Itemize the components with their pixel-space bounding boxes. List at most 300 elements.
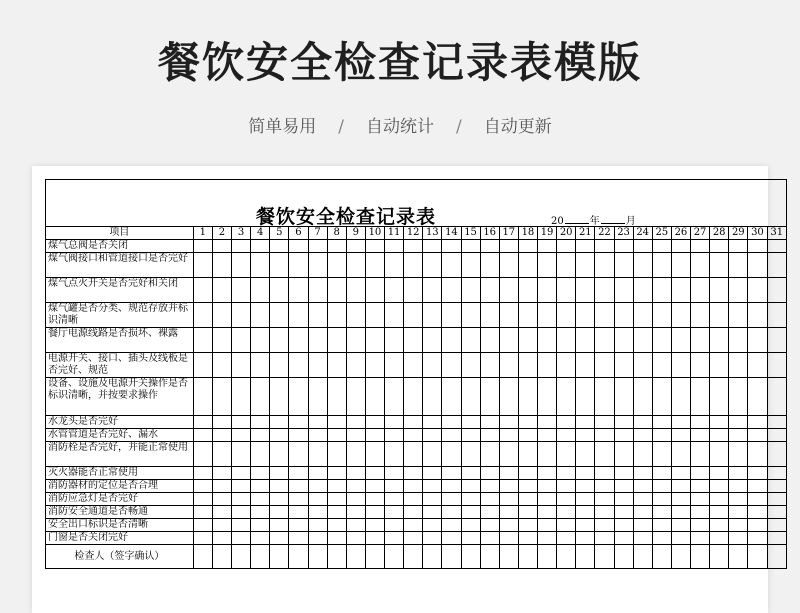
check-cell[interactable] (595, 328, 614, 353)
check-cell[interactable] (518, 467, 537, 480)
check-cell[interactable] (346, 493, 365, 506)
check-cell[interactable] (442, 493, 461, 506)
check-cell[interactable] (671, 493, 690, 506)
check-cell[interactable] (289, 506, 308, 519)
check-cell[interactable] (748, 278, 767, 303)
signature-cell[interactable] (748, 545, 767, 569)
check-cell[interactable] (423, 278, 442, 303)
check-cell[interactable] (499, 240, 518, 253)
check-cell[interactable] (633, 480, 652, 493)
check-cell[interactable] (442, 429, 461, 442)
check-cell[interactable] (308, 353, 327, 378)
check-cell[interactable] (499, 442, 518, 467)
check-cell[interactable] (691, 353, 710, 378)
check-cell[interactable] (729, 328, 748, 353)
check-cell[interactable] (327, 429, 346, 442)
check-cell[interactable] (729, 278, 748, 303)
check-cell[interactable] (193, 506, 212, 519)
check-cell[interactable] (365, 303, 384, 328)
check-cell[interactable] (346, 519, 365, 532)
check-cell[interactable] (480, 278, 499, 303)
check-cell[interactable] (614, 480, 633, 493)
check-cell[interactable] (270, 532, 289, 545)
signature-cell[interactable] (576, 545, 595, 569)
check-cell[interactable] (748, 240, 767, 253)
check-cell[interactable] (576, 353, 595, 378)
check-cell[interactable] (289, 240, 308, 253)
check-cell[interactable] (423, 493, 442, 506)
check-cell[interactable] (193, 328, 212, 353)
check-cell[interactable] (518, 253, 537, 278)
check-cell[interactable] (538, 303, 557, 328)
signature-cell[interactable] (633, 545, 652, 569)
check-cell[interactable] (404, 442, 423, 467)
check-cell[interactable] (652, 378, 671, 416)
check-cell[interactable] (423, 506, 442, 519)
check-cell[interactable] (193, 303, 212, 328)
check-cell[interactable] (385, 442, 404, 467)
check-cell[interactable] (691, 328, 710, 353)
check-cell[interactable] (193, 429, 212, 442)
check-cell[interactable] (270, 416, 289, 429)
check-cell[interactable] (748, 378, 767, 416)
check-cell[interactable] (729, 240, 748, 253)
check-cell[interactable] (671, 442, 690, 467)
check-cell[interactable] (346, 480, 365, 493)
check-cell[interactable] (308, 519, 327, 532)
check-cell[interactable] (232, 519, 251, 532)
check-cell[interactable] (193, 278, 212, 303)
check-cell[interactable] (308, 278, 327, 303)
check-cell[interactable] (365, 278, 384, 303)
check-cell[interactable] (251, 467, 270, 480)
check-cell[interactable] (442, 353, 461, 378)
check-cell[interactable] (691, 506, 710, 519)
check-cell[interactable] (595, 493, 614, 506)
signature-cell[interactable] (404, 545, 423, 569)
check-cell[interactable] (442, 480, 461, 493)
check-cell[interactable] (710, 532, 729, 545)
check-cell[interactable] (251, 506, 270, 519)
check-cell[interactable] (270, 519, 289, 532)
signature-cell[interactable] (499, 545, 518, 569)
check-cell[interactable] (385, 416, 404, 429)
check-cell[interactable] (748, 480, 767, 493)
check-cell[interactable] (691, 493, 710, 506)
check-cell[interactable] (385, 353, 404, 378)
check-cell[interactable] (633, 519, 652, 532)
check-cell[interactable] (576, 378, 595, 416)
signature-cell[interactable] (193, 545, 212, 569)
check-cell[interactable] (212, 532, 231, 545)
check-cell[interactable] (652, 353, 671, 378)
check-cell[interactable] (691, 519, 710, 532)
check-cell[interactable] (499, 303, 518, 328)
check-cell[interactable] (671, 240, 690, 253)
check-cell[interactable] (327, 240, 346, 253)
check-cell[interactable] (518, 506, 537, 519)
check-cell[interactable] (346, 378, 365, 416)
check-cell[interactable] (480, 303, 499, 328)
check-cell[interactable] (212, 416, 231, 429)
check-cell[interactable] (614, 467, 633, 480)
check-cell[interactable] (499, 519, 518, 532)
check-cell[interactable] (385, 480, 404, 493)
check-cell[interactable] (595, 442, 614, 467)
check-cell[interactable] (404, 493, 423, 506)
check-cell[interactable] (289, 278, 308, 303)
check-cell[interactable] (767, 353, 787, 378)
check-cell[interactable] (327, 278, 346, 303)
check-cell[interactable] (404, 429, 423, 442)
check-cell[interactable] (442, 253, 461, 278)
check-cell[interactable] (404, 467, 423, 480)
check-cell[interactable] (365, 506, 384, 519)
check-cell[interactable] (652, 506, 671, 519)
check-cell[interactable] (538, 519, 557, 532)
check-cell[interactable] (595, 480, 614, 493)
check-cell[interactable] (423, 253, 442, 278)
check-cell[interactable] (423, 378, 442, 416)
check-cell[interactable] (270, 278, 289, 303)
check-cell[interactable] (442, 442, 461, 467)
check-cell[interactable] (365, 467, 384, 480)
check-cell[interactable] (385, 278, 404, 303)
check-cell[interactable] (557, 416, 576, 429)
check-cell[interactable] (193, 493, 212, 506)
check-cell[interactable] (442, 532, 461, 545)
check-cell[interactable] (710, 328, 729, 353)
check-cell[interactable] (461, 303, 480, 328)
signature-cell[interactable] (270, 545, 289, 569)
check-cell[interactable] (710, 278, 729, 303)
check-cell[interactable] (518, 442, 537, 467)
check-cell[interactable] (327, 519, 346, 532)
check-cell[interactable] (404, 303, 423, 328)
check-cell[interactable] (289, 519, 308, 532)
signature-cell[interactable] (557, 545, 576, 569)
check-cell[interactable] (652, 429, 671, 442)
check-cell[interactable] (518, 480, 537, 493)
check-cell[interactable] (193, 480, 212, 493)
check-cell[interactable] (442, 519, 461, 532)
check-cell[interactable] (480, 442, 499, 467)
check-cell[interactable] (461, 519, 480, 532)
check-cell[interactable] (767, 519, 787, 532)
check-cell[interactable] (767, 328, 787, 353)
check-cell[interactable] (671, 532, 690, 545)
check-cell[interactable] (767, 532, 787, 545)
signature-cell[interactable] (365, 545, 384, 569)
check-cell[interactable] (480, 253, 499, 278)
check-cell[interactable] (633, 416, 652, 429)
check-cell[interactable] (538, 467, 557, 480)
check-cell[interactable] (212, 378, 231, 416)
check-cell[interactable] (327, 328, 346, 353)
check-cell[interactable] (538, 278, 557, 303)
check-cell[interactable] (270, 353, 289, 378)
check-cell[interactable] (365, 442, 384, 467)
check-cell[interactable] (404, 353, 423, 378)
check-cell[interactable] (518, 429, 537, 442)
check-cell[interactable] (232, 532, 251, 545)
check-cell[interactable] (193, 353, 212, 378)
check-cell[interactable] (423, 532, 442, 545)
check-cell[interactable] (576, 532, 595, 545)
check-cell[interactable] (767, 493, 787, 506)
check-cell[interactable] (308, 303, 327, 328)
check-cell[interactable] (538, 506, 557, 519)
check-cell[interactable] (385, 378, 404, 416)
check-cell[interactable] (557, 240, 576, 253)
check-cell[interactable] (633, 253, 652, 278)
check-cell[interactable] (212, 429, 231, 442)
check-cell[interactable] (710, 416, 729, 429)
check-cell[interactable] (461, 532, 480, 545)
check-cell[interactable] (767, 278, 787, 303)
check-cell[interactable] (671, 303, 690, 328)
check-cell[interactable] (652, 493, 671, 506)
check-cell[interactable] (346, 416, 365, 429)
check-cell[interactable] (614, 532, 633, 545)
check-cell[interactable] (767, 303, 787, 328)
check-cell[interactable] (193, 519, 212, 532)
check-cell[interactable] (710, 253, 729, 278)
check-cell[interactable] (404, 278, 423, 303)
check-cell[interactable] (557, 328, 576, 353)
check-cell[interactable] (385, 240, 404, 253)
check-cell[interactable] (289, 429, 308, 442)
check-cell[interactable] (652, 303, 671, 328)
check-cell[interactable] (614, 519, 633, 532)
check-cell[interactable] (710, 467, 729, 480)
check-cell[interactable] (557, 429, 576, 442)
check-cell[interactable] (270, 253, 289, 278)
check-cell[interactable] (729, 429, 748, 442)
check-cell[interactable] (748, 303, 767, 328)
signature-cell[interactable] (729, 545, 748, 569)
check-cell[interactable] (404, 240, 423, 253)
check-cell[interactable] (327, 303, 346, 328)
check-cell[interactable] (633, 328, 652, 353)
check-cell[interactable] (212, 303, 231, 328)
check-cell[interactable] (480, 506, 499, 519)
check-cell[interactable] (710, 303, 729, 328)
check-cell[interactable] (232, 429, 251, 442)
check-cell[interactable] (232, 416, 251, 429)
check-cell[interactable] (232, 493, 251, 506)
check-cell[interactable] (308, 253, 327, 278)
check-cell[interactable] (289, 493, 308, 506)
check-cell[interactable] (576, 429, 595, 442)
check-cell[interactable] (232, 506, 251, 519)
check-cell[interactable] (289, 442, 308, 467)
check-cell[interactable] (518, 416, 537, 429)
check-cell[interactable] (671, 480, 690, 493)
check-cell[interactable] (251, 442, 270, 467)
check-cell[interactable] (614, 378, 633, 416)
check-cell[interactable] (576, 519, 595, 532)
check-cell[interactable] (557, 278, 576, 303)
check-cell[interactable] (404, 378, 423, 416)
check-cell[interactable] (576, 328, 595, 353)
check-cell[interactable] (633, 303, 652, 328)
check-cell[interactable] (251, 278, 270, 303)
check-cell[interactable] (327, 506, 346, 519)
check-cell[interactable] (499, 253, 518, 278)
check-cell[interactable] (499, 532, 518, 545)
check-cell[interactable] (308, 506, 327, 519)
check-cell[interactable] (346, 240, 365, 253)
check-cell[interactable] (691, 467, 710, 480)
check-cell[interactable] (442, 303, 461, 328)
check-cell[interactable] (308, 532, 327, 545)
check-cell[interactable] (633, 493, 652, 506)
check-cell[interactable] (710, 442, 729, 467)
check-cell[interactable] (576, 467, 595, 480)
check-cell[interactable] (251, 493, 270, 506)
check-cell[interactable] (652, 442, 671, 467)
check-cell[interactable] (212, 328, 231, 353)
check-cell[interactable] (423, 429, 442, 442)
check-cell[interactable] (729, 253, 748, 278)
check-cell[interactable] (595, 378, 614, 416)
check-cell[interactable] (404, 480, 423, 493)
check-cell[interactable] (308, 467, 327, 480)
check-cell[interactable] (652, 532, 671, 545)
check-cell[interactable] (710, 378, 729, 416)
check-cell[interactable] (538, 532, 557, 545)
check-cell[interactable] (193, 467, 212, 480)
check-cell[interactable] (518, 353, 537, 378)
check-cell[interactable] (652, 480, 671, 493)
check-cell[interactable] (461, 328, 480, 353)
check-cell[interactable] (538, 480, 557, 493)
check-cell[interactable] (385, 532, 404, 545)
check-cell[interactable] (652, 416, 671, 429)
check-cell[interactable] (327, 253, 346, 278)
signature-cell[interactable] (480, 545, 499, 569)
signature-cell[interactable] (212, 545, 231, 569)
check-cell[interactable] (767, 416, 787, 429)
signature-cell[interactable] (308, 545, 327, 569)
check-cell[interactable] (499, 278, 518, 303)
check-cell[interactable] (595, 353, 614, 378)
check-cell[interactable] (461, 480, 480, 493)
check-cell[interactable] (404, 506, 423, 519)
check-cell[interactable] (748, 328, 767, 353)
check-cell[interactable] (729, 519, 748, 532)
check-cell[interactable] (251, 429, 270, 442)
check-cell[interactable] (595, 506, 614, 519)
check-cell[interactable] (767, 480, 787, 493)
check-cell[interactable] (270, 506, 289, 519)
check-cell[interactable] (251, 480, 270, 493)
check-cell[interactable] (499, 353, 518, 378)
check-cell[interactable] (748, 532, 767, 545)
check-cell[interactable] (346, 303, 365, 328)
check-cell[interactable] (748, 442, 767, 467)
signature-cell[interactable] (710, 545, 729, 569)
check-cell[interactable] (308, 493, 327, 506)
check-cell[interactable] (691, 378, 710, 416)
check-cell[interactable] (595, 429, 614, 442)
check-cell[interactable] (193, 240, 212, 253)
check-cell[interactable] (557, 532, 576, 545)
check-cell[interactable] (499, 480, 518, 493)
check-cell[interactable] (576, 303, 595, 328)
signature-cell[interactable] (518, 545, 537, 569)
check-cell[interactable] (767, 378, 787, 416)
check-cell[interactable] (614, 303, 633, 328)
check-cell[interactable] (480, 378, 499, 416)
check-cell[interactable] (270, 429, 289, 442)
signature-cell[interactable] (461, 545, 480, 569)
check-cell[interactable] (748, 429, 767, 442)
check-cell[interactable] (691, 532, 710, 545)
check-cell[interactable] (212, 253, 231, 278)
check-cell[interactable] (289, 303, 308, 328)
check-cell[interactable] (710, 429, 729, 442)
check-cell[interactable] (232, 328, 251, 353)
check-cell[interactable] (251, 303, 270, 328)
check-cell[interactable] (557, 506, 576, 519)
check-cell[interactable] (729, 467, 748, 480)
check-cell[interactable] (308, 442, 327, 467)
check-cell[interactable] (729, 532, 748, 545)
check-cell[interactable] (308, 429, 327, 442)
check-cell[interactable] (538, 328, 557, 353)
check-cell[interactable] (614, 493, 633, 506)
check-cell[interactable] (518, 532, 537, 545)
check-cell[interactable] (748, 519, 767, 532)
check-cell[interactable] (232, 480, 251, 493)
check-cell[interactable] (480, 493, 499, 506)
check-cell[interactable] (518, 493, 537, 506)
check-cell[interactable] (232, 240, 251, 253)
check-cell[interactable] (270, 328, 289, 353)
check-cell[interactable] (595, 240, 614, 253)
check-cell[interactable] (461, 429, 480, 442)
check-cell[interactable] (423, 519, 442, 532)
check-cell[interactable] (232, 278, 251, 303)
check-cell[interactable] (365, 493, 384, 506)
signature-cell[interactable] (232, 545, 251, 569)
check-cell[interactable] (538, 493, 557, 506)
check-cell[interactable] (346, 253, 365, 278)
check-cell[interactable] (404, 519, 423, 532)
check-cell[interactable] (365, 416, 384, 429)
check-cell[interactable] (193, 378, 212, 416)
check-cell[interactable] (404, 416, 423, 429)
signature-cell[interactable] (595, 545, 614, 569)
check-cell[interactable] (595, 278, 614, 303)
check-cell[interactable] (442, 278, 461, 303)
check-cell[interactable] (499, 378, 518, 416)
check-cell[interactable] (461, 506, 480, 519)
check-cell[interactable] (385, 519, 404, 532)
check-cell[interactable] (767, 442, 787, 467)
check-cell[interactable] (365, 328, 384, 353)
check-cell[interactable] (729, 506, 748, 519)
check-cell[interactable] (423, 240, 442, 253)
check-cell[interactable] (251, 240, 270, 253)
check-cell[interactable] (251, 253, 270, 278)
check-cell[interactable] (327, 467, 346, 480)
check-cell[interactable] (614, 416, 633, 429)
check-cell[interactable] (251, 353, 270, 378)
check-cell[interactable] (633, 532, 652, 545)
